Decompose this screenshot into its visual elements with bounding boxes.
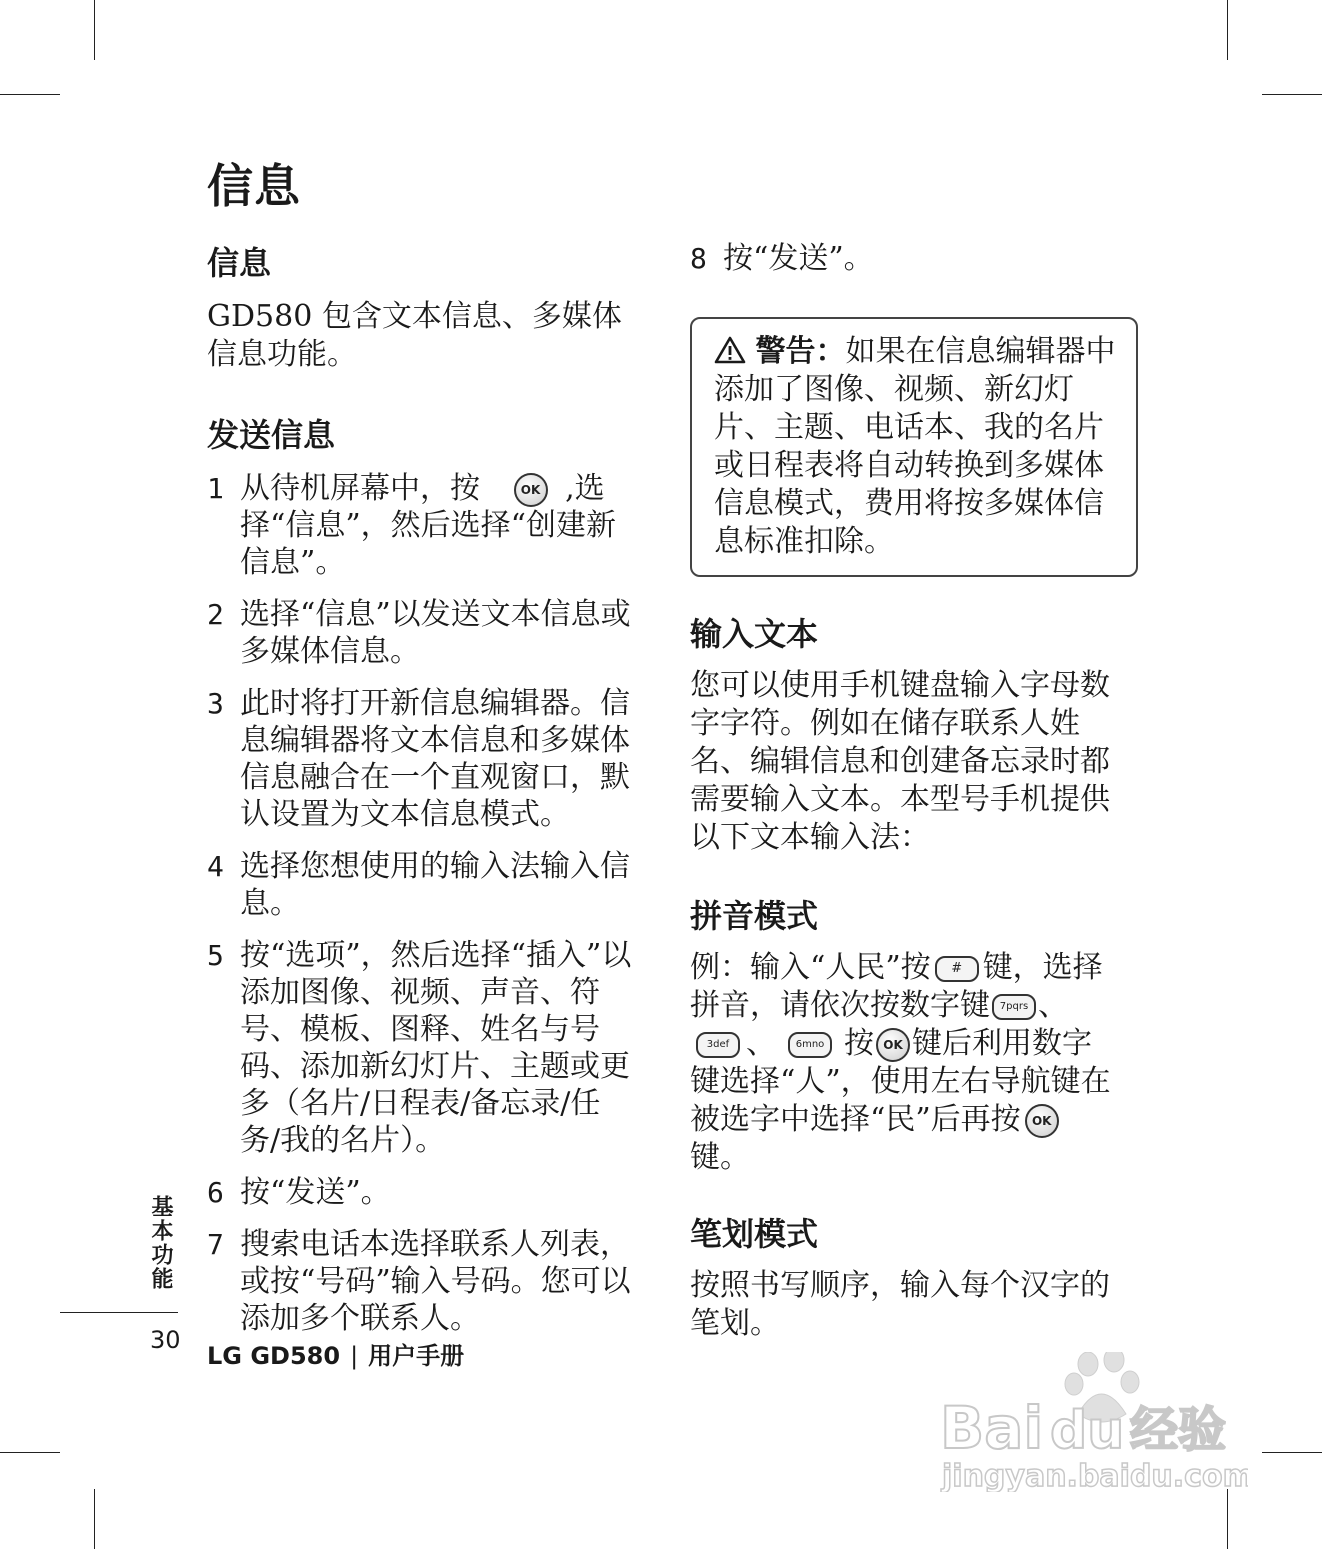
section-heading-input-text: 输入文本 bbox=[690, 615, 819, 653]
list-item bbox=[690, 240, 1120, 277]
list-item bbox=[207, 937, 637, 1159]
step-number: 2 bbox=[207, 598, 224, 631]
step-text: 搜索电话本选择联系人列表，或按“号码”输入号码。您可以添加多个联系人。 bbox=[240, 1227, 631, 1336]
list-item bbox=[207, 848, 637, 922]
hash-key-icon: # bbox=[935, 956, 979, 982]
warning-text: 如果在信息编辑器中添加了图像、视频、新幻灯片、主题、电话本、我的名片或日程表将自动转换到多媒体信息模式，费用将按多媒体信息标准扣除。 bbox=[714, 334, 1116, 559]
side-section-tab: 基本功能 bbox=[148, 1195, 173, 1291]
list-item bbox=[207, 470, 637, 581]
list-item bbox=[207, 1174, 637, 1211]
crop-mark bbox=[1227, 0, 1228, 60]
intro-paragraph: GD580 包含文本信息、多媒体信息功能。 bbox=[207, 299, 622, 372]
footer bbox=[207, 1336, 464, 1371]
key-7-icon: 7pqrs bbox=[992, 994, 1036, 1020]
divider bbox=[60, 1312, 178, 1313]
step-text: 此时将打开新信息编辑器。信息编辑器将文本信息和多媒体信息融合在一个直观窗口，默认设置为文本信息模式。 bbox=[240, 686, 630, 832]
crop-mark bbox=[0, 94, 60, 95]
section-heading-messages: 信息 bbox=[207, 244, 272, 282]
step-text: 按“发送”。 bbox=[240, 1175, 391, 1210]
baidu-watermark bbox=[938, 1352, 1248, 1492]
step-text: 按“发送”。 bbox=[723, 241, 874, 276]
send-steps-list bbox=[207, 470, 637, 1337]
right-column bbox=[690, 240, 1120, 1343]
warning-label: 警告： bbox=[755, 334, 846, 369]
crop-mark bbox=[1262, 1452, 1322, 1453]
step-text: 从待机屏幕中，按 bbox=[240, 471, 480, 506]
page-title: 信息 bbox=[207, 159, 301, 213]
watermark-brand-du: du bbox=[1050, 1401, 1125, 1461]
step-text: 选择您想使用的输入法输入信息。 bbox=[240, 849, 630, 921]
footer-model: LG GD580 bbox=[207, 1342, 341, 1370]
pinyin-paragraph: 例：输入“人民”按 # 键，选择拼音，请依次按数字键 7pqrs 、3def 、 6mno 按 OK 键后利用数字键选择“人”，使用左右导航键在被选字中选择“民”后再按 OK键。 bbox=[690, 950, 1111, 1175]
page-number: 30 bbox=[150, 1326, 181, 1354]
footer-manual: 用户手册 bbox=[368, 1342, 465, 1370]
list-item bbox=[207, 1226, 637, 1337]
watermark-brand: Bai bbox=[940, 1394, 1044, 1462]
list-item bbox=[207, 685, 637, 833]
ok-key-icon: OK bbox=[1025, 1104, 1059, 1138]
step-number: 8 bbox=[690, 242, 707, 275]
key-6-icon: 6mno bbox=[788, 1032, 832, 1058]
step-number: 6 bbox=[207, 1176, 224, 1209]
ok-key-icon: OK bbox=[876, 1028, 910, 1062]
step-number: 7 bbox=[207, 1228, 224, 1261]
ok-key-icon: OK bbox=[514, 473, 548, 507]
step-number: 1 bbox=[207, 472, 224, 505]
left-column bbox=[207, 240, 637, 1352]
crop-mark bbox=[1227, 1489, 1228, 1549]
step-text: 选择“信息”以发送文本信息或多媒体信息。 bbox=[240, 597, 631, 669]
step-number: 3 bbox=[207, 687, 224, 720]
footer-separator: | bbox=[350, 1342, 359, 1370]
warning-box bbox=[690, 317, 1138, 577]
watermark-product: 经验 bbox=[1130, 1402, 1227, 1458]
step-text: 按“选项”，然后选择“插入”以添加图像、视频、声音、符号、模板、图释、姓名与号码、添加新幻灯片、主题或更多（名片/日程表/备忘录/任务/我的名片）。 bbox=[240, 938, 632, 1158]
step-number: 5 bbox=[207, 939, 224, 972]
step-number: 4 bbox=[207, 850, 224, 883]
crop-mark bbox=[94, 0, 95, 60]
section-heading-stroke: 笔划模式 bbox=[690, 1215, 819, 1253]
watermark-url: jingyan.baidu.com bbox=[942, 1459, 1248, 1492]
section-heading-send: 发送信息 bbox=[207, 416, 336, 454]
key-3-icon: 3def bbox=[696, 1032, 740, 1058]
step-text: ,选择“信息”，然后选择“创建新信息”。 bbox=[240, 471, 617, 580]
warning-triangle-icon bbox=[714, 334, 756, 369]
input-text-paragraph: 您可以使用手机键盘输入字母数字字符。例如在储存联系人姓名、编辑信息和创建备忘录时都需要输入文本。本型号手机提供以下文本输入法： bbox=[690, 668, 1110, 855]
crop-mark bbox=[1262, 94, 1322, 95]
stroke-paragraph: 按照书写顺序，输入每个汉字的笔划。 bbox=[690, 1268, 1110, 1341]
section-heading-pinyin: 拼音模式 bbox=[690, 897, 819, 935]
list-item bbox=[207, 596, 637, 670]
crop-mark bbox=[94, 1489, 95, 1549]
crop-mark bbox=[0, 1452, 60, 1453]
